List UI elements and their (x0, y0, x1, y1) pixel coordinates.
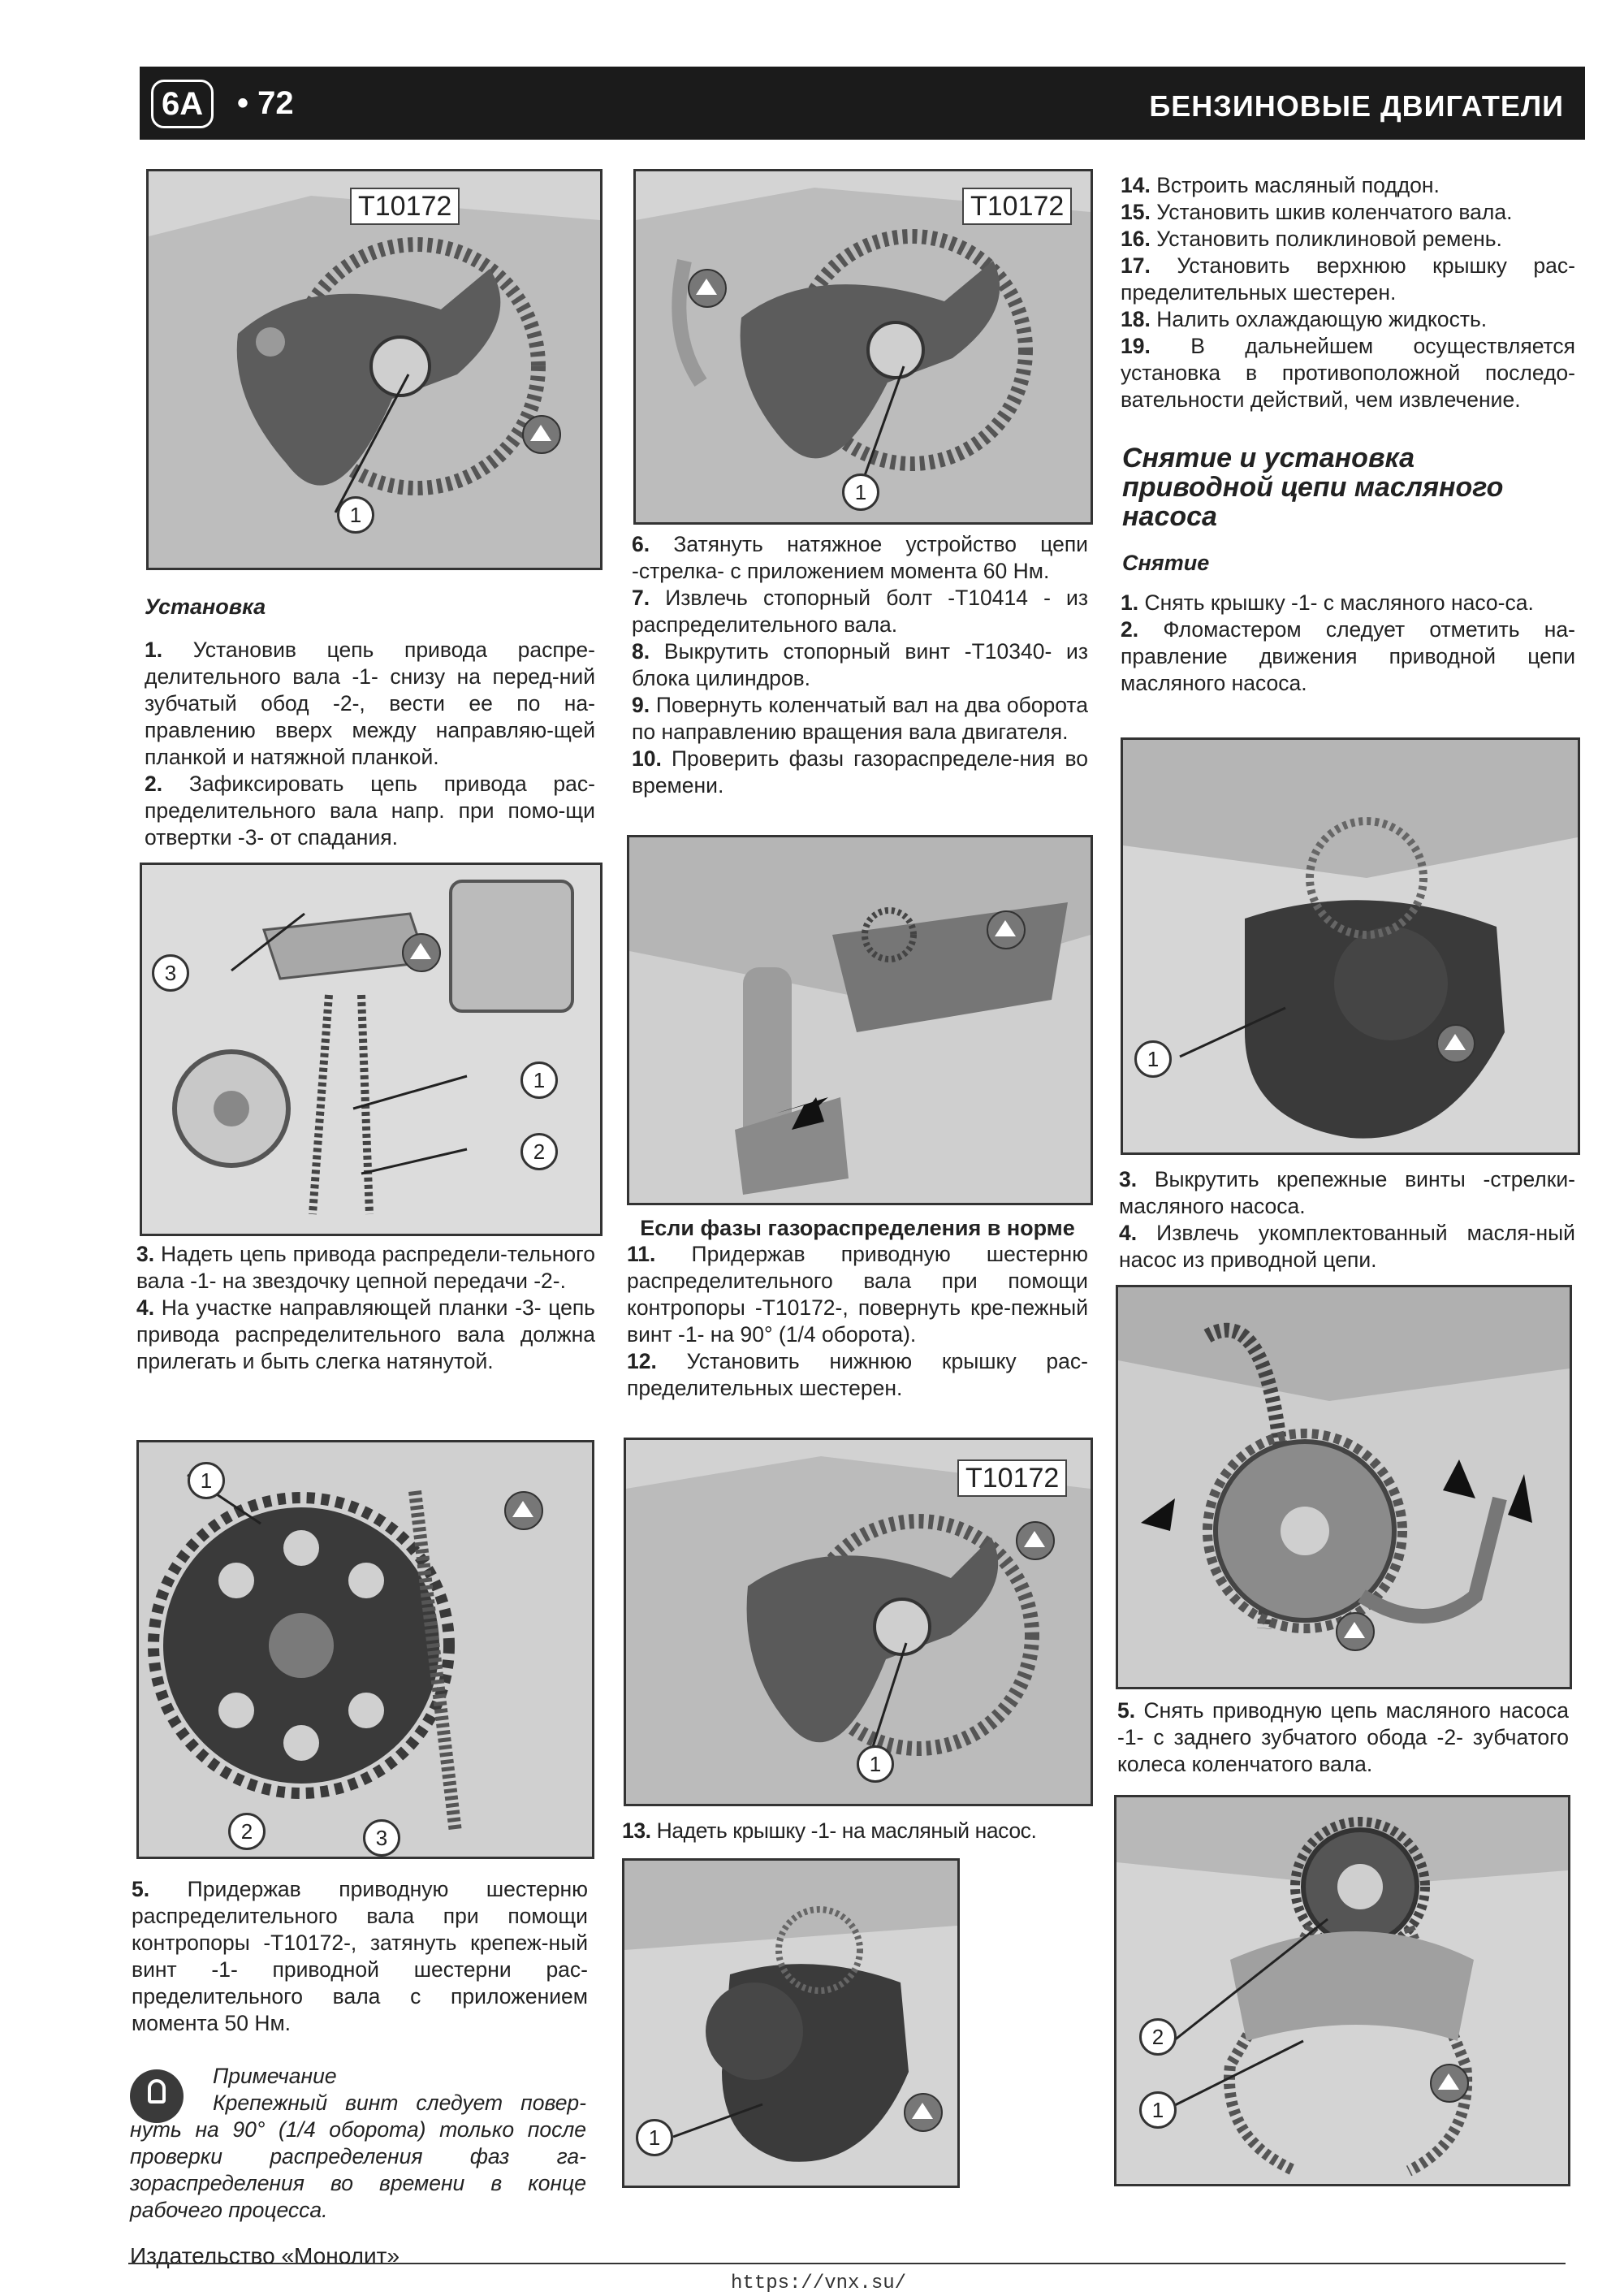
note-title: Примечание (213, 2064, 337, 2088)
step-paragraph: 4. На участке направляющей планки -3- цепь привода распределительного вала должна прилегать и быть слегка натянутой. (136, 1295, 595, 1373)
step-paragraph: 14. Встроить масляный поддон. (1121, 173, 1440, 197)
column-3-text-c (1119, 1166, 1575, 1273)
figure-camshaft-sprocket (136, 1440, 594, 1859)
publisher-logo-icon (1016, 1521, 1055, 1560)
figure-camshaft-tool-2 (633, 169, 1093, 525)
note-block (213, 2063, 586, 2090)
callout-marker: 2 (228, 1813, 266, 1850)
section-title: БЕНЗИНОВЫЕ ДВИГАТЕЛИ (1149, 89, 1564, 123)
column-3-text-a (1121, 172, 1575, 413)
callout-marker: 1 (188, 1462, 225, 1499)
column-1-text-a (145, 593, 595, 851)
figure-oil-pump-screws (1116, 1285, 1572, 1689)
step-paragraph: 1. Установив цепь привода распре-делительного вала -1- снизу на перед-ний зубчатый обод -2-, вести ее по на-правлению вверх между направляю-щей планкой и натяжной планкой. (145, 638, 595, 769)
step-paragraph: 11. Придержав приводную шестерню распределительного вала при помощи контропоры -T10172-, повернуть кре-пежный винт -1- на 90° (1/4 оборота). (627, 1242, 1088, 1347)
figure-timing-chain-front (140, 863, 603, 1236)
callout-marker: 1 (520, 1062, 558, 1099)
callout-marker: 2 (520, 1133, 558, 1170)
step-paragraph: 8. Выкрутить стопорный винт -T10340- из блока цилиндров. (632, 639, 1088, 690)
step-paragraph: 17. Установить верхнюю крышку рас-пределительных шестерен. (1121, 253, 1575, 305)
column-3-text-d (1117, 1697, 1569, 1778)
figure-camshaft-tool-1 (146, 169, 603, 570)
step-paragraph: 4. Извлечь укомплектованный масля-ный насос из приводной цепи. (1119, 1221, 1575, 1272)
callout-marker: 1 (842, 473, 879, 511)
step-paragraph: 1. Снять крышку -1- с масляного насо-са. (1121, 590, 1534, 615)
section-heading: Снятие и установка приводной цепи масляного насоса (1122, 443, 1504, 532)
tool-label: T10172 (350, 188, 460, 225)
column-1-text-b (136, 1241, 595, 1375)
callout-marker: 1 (1139, 2091, 1177, 2129)
step-paragraph: 19. В дальнейшем осуществляется установка в противоположной последо-вательности действий, чем извлечение. (1121, 334, 1575, 412)
step-paragraph: 18. Налить охлаждающую жидкость. (1121, 307, 1488, 331)
column-2-text-b (627, 1215, 1088, 1402)
column-3-heading (1122, 443, 1544, 577)
publisher-logo-icon (904, 2093, 943, 2132)
callout-marker: 1 (857, 1745, 894, 1783)
step-paragraph: 6. Затянуть натяжное устройство цепи -стрелка- с приложением момента 60 Нм. (632, 532, 1088, 583)
step-paragraph: 5. Придержав приводную шестерню распределительного вала при помощи контропоры -T10172-, затянуть крепеж-ный винт -1- приводной шестерни рас-пределительного вала с приложением момента 50 Нм. (132, 1877, 588, 2035)
step-paragraph: 2. Фломастером следует отметить на-правление движения приводной цепи масляного насоса. (1121, 617, 1575, 695)
step-paragraph: 3. Надеть цепь привода распредели-тельного вала -1- на звездочку цепной передачи -2-. (136, 1242, 595, 1293)
step-paragraph: 9. Повернуть коленчатый вал на два оборота по направлению вращения вала двигателя. (632, 693, 1088, 744)
step-paragraph: 13. Надеть крышку -1- на масляный насос. (622, 1818, 1037, 1843)
callout-marker: 1 (1134, 1040, 1172, 1078)
phase-ok-heading: Если фазы газораспределения в норме (640, 1216, 1075, 1240)
figure-oil-pump-cover-remove (1121, 737, 1580, 1155)
note-body (130, 2090, 586, 2224)
publisher-logo-icon (504, 1491, 543, 1530)
page-header (140, 67, 1585, 140)
step-paragraph: 5. Снять приводную цепь масляного насоса -1- с заднего зубчатого обода -2- зубчатого колеса коленчатого вала. (1117, 1698, 1569, 1776)
removal-heading: Снятие (1122, 551, 1210, 575)
callout-marker: 3 (363, 1819, 400, 1857)
chapter-badge: 6A (151, 80, 214, 128)
figure-chain-tensioner (627, 835, 1093, 1205)
publisher-logo-icon (987, 910, 1026, 949)
column-3-text-b (1121, 590, 1575, 697)
page-number: • 72 (237, 85, 294, 121)
column-2-text-c (622, 1818, 1088, 1844)
tool-label: T10172 (962, 188, 1072, 225)
callout-marker: 3 (152, 954, 189, 992)
figure-oil-pump-cover-install (622, 1858, 960, 2188)
step-paragraph: 12. Установить нижнюю крышку рас-пределительных шестерен. (627, 1349, 1088, 1400)
publisher-footer: Издательство «Монолит» (130, 2243, 400, 2268)
figure-camshaft-tool-3 (624, 1438, 1093, 1806)
figure-crankshaft-sprocket (1114, 1795, 1570, 2186)
install-heading: Установка (145, 595, 266, 619)
column-2-text-a (632, 531, 1088, 799)
publisher-logo-icon (522, 415, 561, 454)
step-paragraph: 7. Извлечь стопорный болт -T10414 - из распределительного вала. (632, 586, 1088, 637)
callout-marker: 1 (337, 496, 374, 534)
step-paragraph: 2. Зафиксировать цепь привода рас-пределительного вала напр. при помо-щи отвертки -3- от спадания. (145, 772, 595, 850)
note-text: Крепежный винт следует повер-нуть на 90° (1/4 оборота) только после проверки распределения фаз га-зораспределения во времени в конце рабочего процесса. (130, 2091, 586, 2222)
step-paragraph: 3. Выкрутить крепежные винты -стрелки- масляного насоса. (1119, 1167, 1575, 1218)
publisher-logo-icon (688, 269, 727, 308)
publisher-logo-icon (1430, 2064, 1469, 2103)
callout-marker: 2 (1139, 2018, 1177, 2056)
publisher-logo-icon (402, 933, 441, 972)
column-1-text-c (132, 1876, 588, 2037)
callout-marker: 1 (636, 2119, 673, 2156)
footer-divider (128, 2263, 1566, 2264)
publisher-logo-icon (1336, 1612, 1375, 1651)
source-url[interactable]: https://vnx.su/ (731, 2272, 907, 2294)
step-paragraph: 16. Установить поликлиновой ремень. (1121, 227, 1502, 251)
tool-label: T10172 (957, 1459, 1067, 1497)
publisher-logo-icon (1436, 1024, 1475, 1063)
step-paragraph: 15. Установить шкив коленчатого вала. (1121, 200, 1513, 224)
step-paragraph: 10. Проверить фазы газораспределе-ния во времени. (632, 746, 1088, 798)
